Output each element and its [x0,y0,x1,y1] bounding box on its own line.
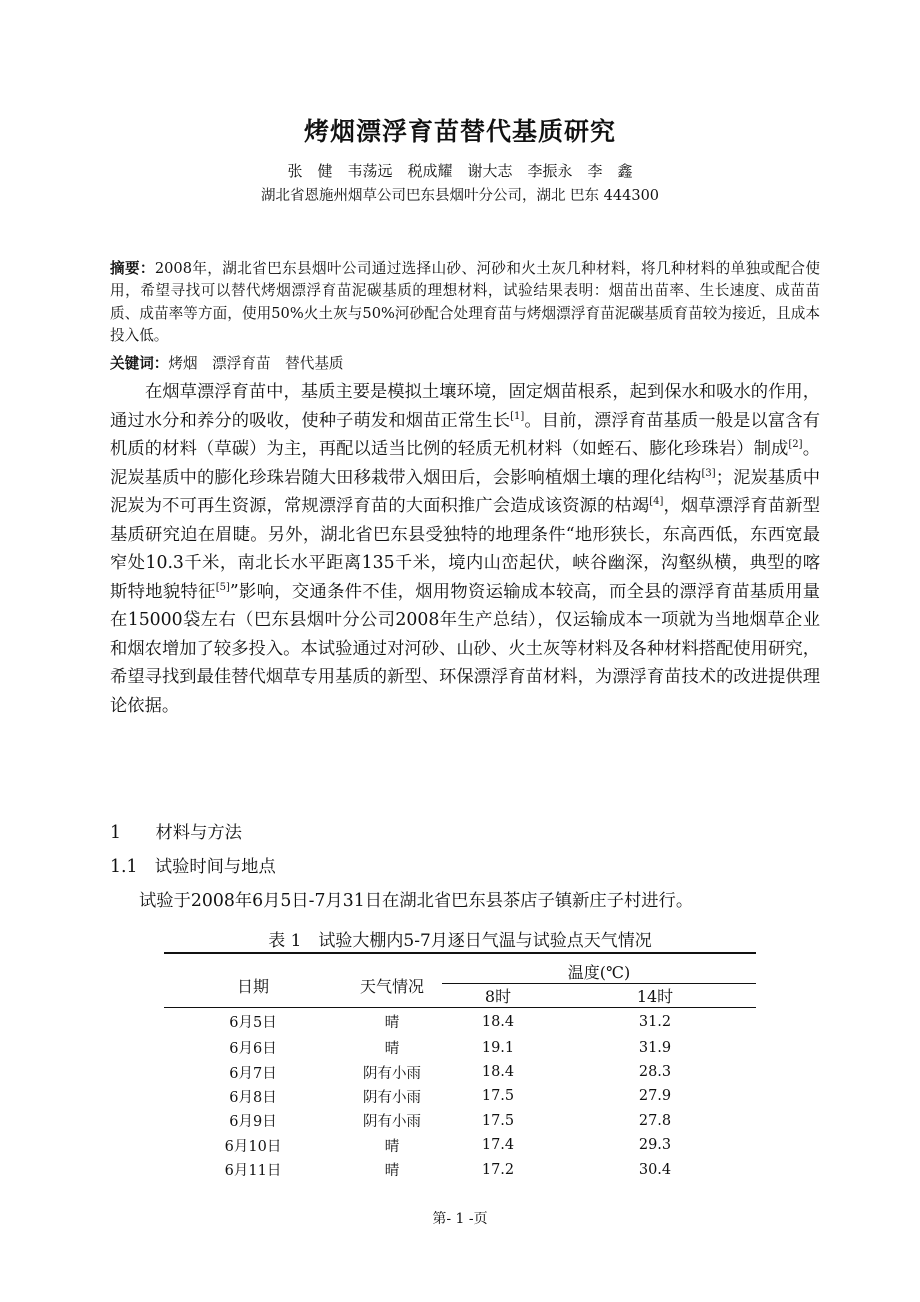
cell-date: 6月9日 [229,1114,277,1131]
intro-text-3: 。泥炭基质中的膨化珍珠岩随大田移栽带入烟田后，会影响植烟土壤的理化结构 [110,439,820,488]
cell-weather: 晴 [384,1015,400,1032]
experiment-time-paragraph: 试验于2008年6月5日-7月31日在湖北省巴东县茶店子镇新庄子村进行。 [139,891,694,911]
cell-weather: 阴有小雨 [363,1114,421,1131]
header-8h: 8时 [442,984,554,1008]
table-row [164,1133,756,1157]
citation-3: [3] [701,467,716,479]
cell-temp-14h: 31.2 [638,1013,672,1030]
table-row [164,1036,756,1060]
author-list: 张 健 韦荡远 税成耀 谢大志 李振永 李 鑫 [287,162,633,180]
citation-5: [5] [215,581,230,593]
section-heading-1: 1 材料与方法 [110,823,242,843]
keywords-text: 烤烟 漂浮育苗 替代基质 [168,355,344,372]
keywords [110,352,820,373]
cell-date: 6月8日 [229,1089,277,1106]
cell-temp-14h: 27.9 [638,1088,672,1105]
abstract-text: 2008年，湖北省巴东县烟叶公司通过选择山砂、河砂和火土灰几种材料，将几种材料的单独或配合使用，希望寻找可以替代烤烟漂浮育苗泥碳基质的理想材料，试验结果表明：烟苗出苗率、生长速度、成苗苗质、成苗率等方面，使用50%火土灰与50%河砂配合处理育苗与烤烟漂浮育苗泥碳基质育苗较为接近，且成本投入低。 [110,260,820,344]
cell-date: 6月10日 [224,1138,282,1155]
cell-date: 6月6日 [229,1041,277,1058]
cell-weather: 晴 [384,1041,400,1058]
intro-text-2: 。目前，漂浮育苗基质一般是以富含有机质的材料（草碳）为主，再配以适当比例的轻质无机材料（如蛭石、膨化珍珠岩）制成 [110,410,820,459]
cell-temp-8h: 19.1 [481,1039,515,1056]
cell-temp-14h: 29.3 [638,1137,672,1154]
intro-text-6: ”影响，交通条件不佳，烟用物资运输成本较高，而全县的漂浮育苗基质用量在15000袋左右（巴东县烟叶分公司2008年生产总结），仅运输成本一项就为当地烟草企业和烟农增加了较多投入。本试验通过对河砂、山砂、火土灰等材料及各种材料搭配使用研究，希望寻找到最佳替代烟草专用基质的新型、环保漂浮育苗材料，为漂浮育苗技术的改进提供理论依据。 [110,581,820,716]
table-body [164,1008,756,1182]
intro-paragraph [110,378,820,720]
header-temp: 温度(℃) [567,963,631,982]
abstract [110,258,820,347]
cell-temp-8h: 17.5 [481,1088,515,1105]
cell-date: 6月7日 [229,1065,277,1082]
abstract-label: 摘要： [110,260,155,277]
section-heading-1-1: 1.1 试验时间与地点 [110,857,276,877]
cell-temp-14h: 31.9 [638,1039,672,1056]
cell-temp-14h: 27.8 [638,1112,672,1129]
cell-temp-8h: 17.5 [481,1112,515,1129]
header-weather: 天气情况 [359,977,424,996]
cell-temp-8h: 17.2 [481,1161,515,1178]
cell-temp-14h: 28.3 [638,1064,672,1081]
citation-2: [2] [788,439,803,450]
header-14h: 14时 [554,984,756,1008]
weather-table [164,952,756,1182]
intro-text-5: ，烟草漂浮育苗新型基质研究迫在眉睫。另外，湖北省巴东县受独特的地理条件“地形狭长，东高西低，东西宽最窄处10.3千米，南北长水平距离135千米，境内山峦起伏，峡谷幽深，沟壑纵横，典型的喀斯特地貌特征 [110,496,820,602]
citation-1: [1] [510,410,525,422]
intro-text-1: 在烟草漂浮育苗中，基质主要是模拟土壤环境，固定烟苗根系，起到保水和吸水的作用，通过水分和养分的吸收，使种子萌发和烟苗正常生长 [110,382,820,431]
cell-temp-14h: 30.4 [638,1161,672,1178]
table-row [164,1060,756,1084]
table-row [164,1157,756,1181]
cell-date: 6月11日 [224,1163,282,1180]
header-date: 日期 [236,977,269,996]
cell-temp-8h: 18.4 [481,1064,515,1081]
table-row [164,1084,756,1108]
cell-temp-8h: 17.4 [481,1137,515,1154]
cell-weather: 阴有小雨 [363,1089,421,1106]
cell-weather: 晴 [384,1138,400,1155]
cell-temp-8h: 18.4 [481,1013,515,1030]
paper-title: 烤烟漂浮育苗替代基质研究 [303,117,616,146]
table-row [164,1109,756,1133]
keywords-label: 关键词： [110,355,169,372]
citation-4: [4] [649,496,664,507]
table-row [164,1008,756,1036]
affiliation: 湖北省恩施州烟草公司巴东县烟叶分公司，湖北 巴东 444300 [260,188,660,204]
cell-weather: 晴 [384,1163,400,1180]
cell-weather: 阴有小雨 [363,1065,421,1082]
cell-date: 6月5日 [229,1015,277,1032]
table-caption: 表 1 试验大棚内5-7月逐日气温与试验点天气情况 [268,931,652,951]
intro-text-4: ；泥炭基质中泥炭为不可再生资源，常规漂浮育苗的大面积推广会造成该资源的枯竭 [110,467,820,516]
page-number: 第- 1 -页 [432,1211,488,1227]
